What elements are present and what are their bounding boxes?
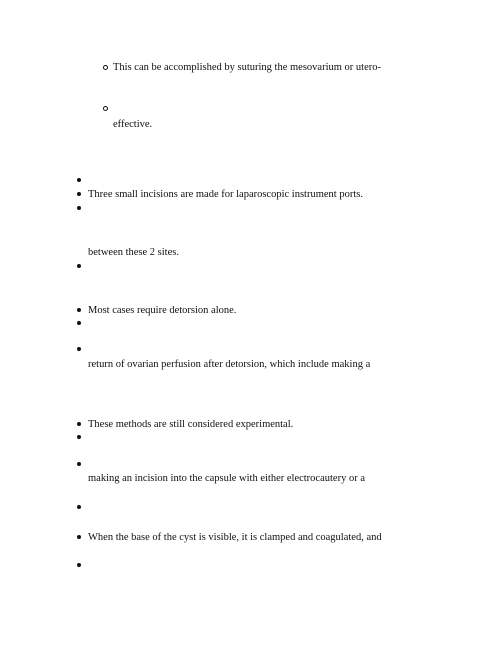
bullet xyxy=(77,192,81,196)
bullet xyxy=(77,347,81,351)
text-line: return of ovarian perfusion after detorsion, which include making a xyxy=(88,359,371,370)
bullet xyxy=(77,264,81,268)
bullet xyxy=(77,462,81,466)
bullet xyxy=(77,435,81,439)
text-line: Most cases require detorsion alone. xyxy=(88,305,237,316)
bullet xyxy=(77,505,81,509)
bullet xyxy=(77,535,81,539)
text-line: This can be accomplished by suturing the mesovarium or utero- xyxy=(113,62,381,73)
bullet xyxy=(77,206,81,210)
sub-bullet xyxy=(103,106,108,111)
text-line: These methods are still considered experimental. xyxy=(88,419,294,430)
bullet xyxy=(77,563,81,567)
bullet xyxy=(77,178,81,182)
text-line: making an incision into the capsule with either electrocautery or a xyxy=(88,473,365,484)
text-line: When the base of the cyst is visible, it is clamped and coagulated, and xyxy=(88,532,382,543)
sub-bullet xyxy=(103,65,108,70)
bullet xyxy=(77,321,81,325)
bullet xyxy=(77,308,81,312)
bullet xyxy=(77,422,81,426)
text-line: effective. xyxy=(113,119,153,130)
text-line: Three small incisions are made for laparoscopic instrument ports. xyxy=(88,189,363,200)
text-line: between these 2 sites. xyxy=(88,247,179,258)
